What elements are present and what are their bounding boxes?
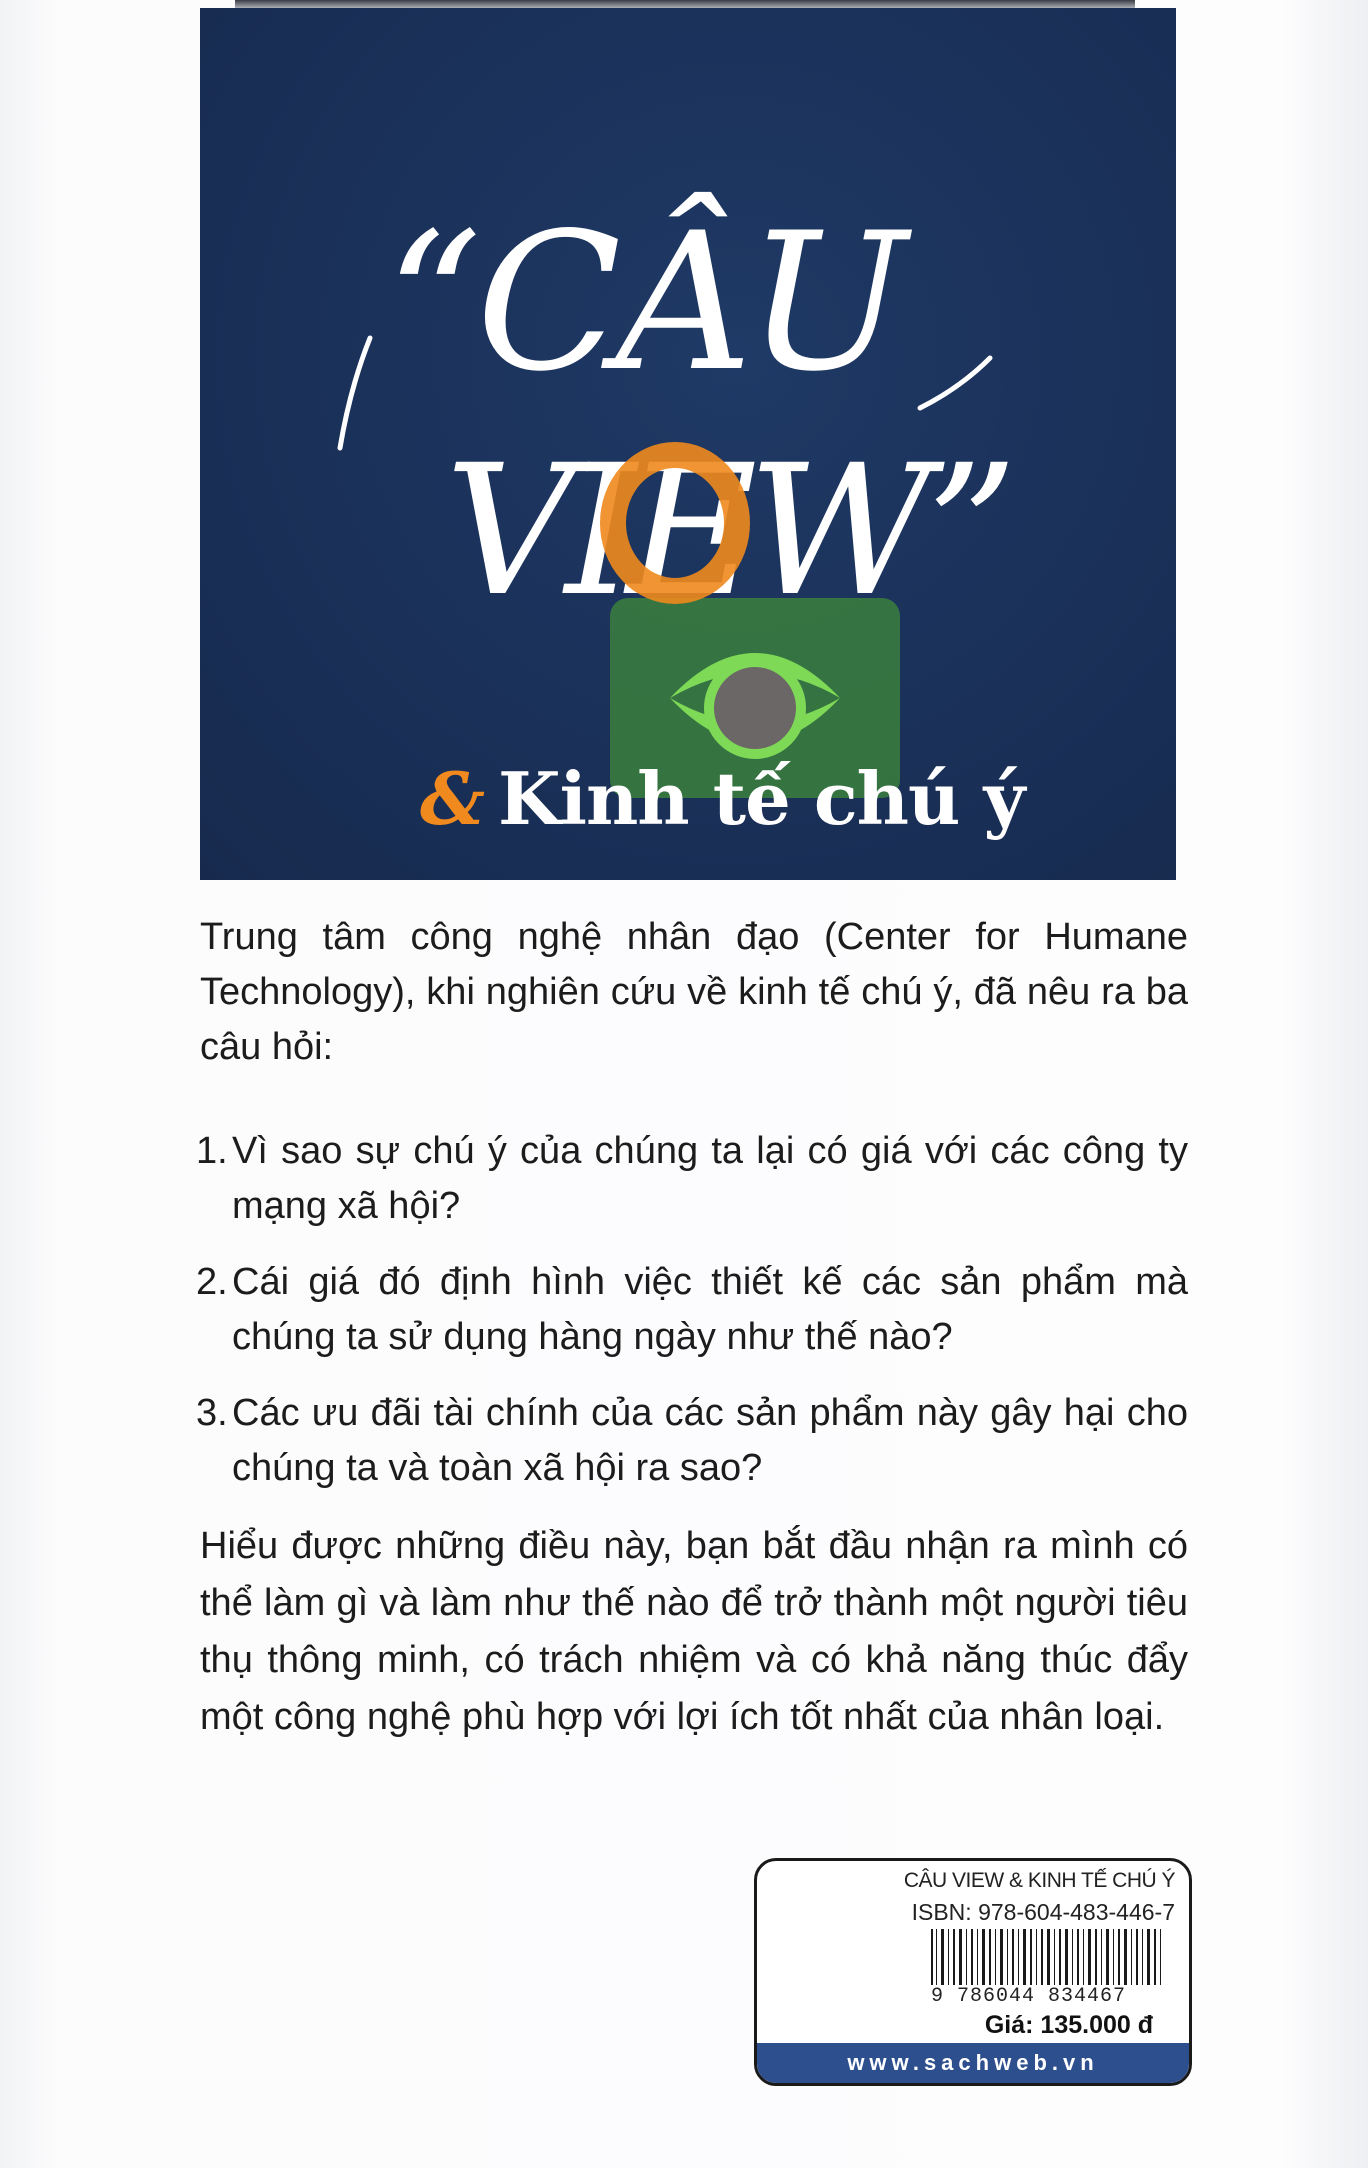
- outro-paragraph: Hiểu được những điều này, bạn bắt đầu nhận ra mình có thể làm gì và làm như thế nào để trở thành một người tiêu thụ thông minh, có trách nhiệm và có khả năng thúc đẩy một công nghệ phù hợp với lợi ích tốt nhất của nhân loại.: [200, 1525, 1188, 1738]
- isbn-number: ISBN: 978-604-483-446-7: [911, 1899, 1175, 1925]
- subtitle-ampersand: &: [420, 756, 485, 841]
- price-label: Giá: 135.000 đ: [984, 2011, 1153, 2039]
- website-bar: www.sachweb.vn: [757, 2043, 1189, 2083]
- question-list: [196, 1124, 1188, 1517]
- question-text: Vì sao sự chú ý của chúng ta lại có giá với các công ty mạng xã hội?: [232, 1130, 1188, 1227]
- question-text: Cái giá đó định hình việc thiết kế các sản phẩm mà chúng ta sử dụng hàng ngày như thế nào?: [232, 1261, 1188, 1358]
- barcode-digits: 9 786044 834467: [931, 1985, 1127, 2008]
- barcode-icon: [927, 1929, 1167, 1985]
- cover-title-line1: “CÂU: [385, 192, 901, 413]
- question-number: 2.: [196, 1261, 228, 1303]
- cover-artwork: [200, 8, 1176, 880]
- question-item: [196, 1124, 1188, 1234]
- isbn-book-title: CÂU VIEW & KINH TẾ CHÚ Ý: [903, 1869, 1175, 1892]
- question-number: 1.: [196, 1130, 228, 1172]
- cover-panel: [200, 8, 1176, 880]
- intro-paragraph: Trung tâm công nghệ nhân đạo (Center for Humane Technology), khi nghiên cứu về kinh tế chú ý, đã nêu ra ba câu hỏi:: [200, 916, 1188, 1068]
- question-text: Các ưu đãi tài chính của các sản phẩm này gây hại cho chúng ta và toàn xã hội ra sao?: [232, 1392, 1188, 1489]
- question-number: 3.: [196, 1392, 228, 1434]
- question-item: [196, 1255, 1188, 1365]
- question-item: [196, 1386, 1188, 1496]
- cover-subtitle: [420, 756, 1025, 841]
- isbn-price-box: [754, 1858, 1192, 2086]
- subtitle-text: Kinh tế chú ý: [498, 756, 1025, 841]
- cover-title-line2: VIEW”: [445, 427, 1008, 636]
